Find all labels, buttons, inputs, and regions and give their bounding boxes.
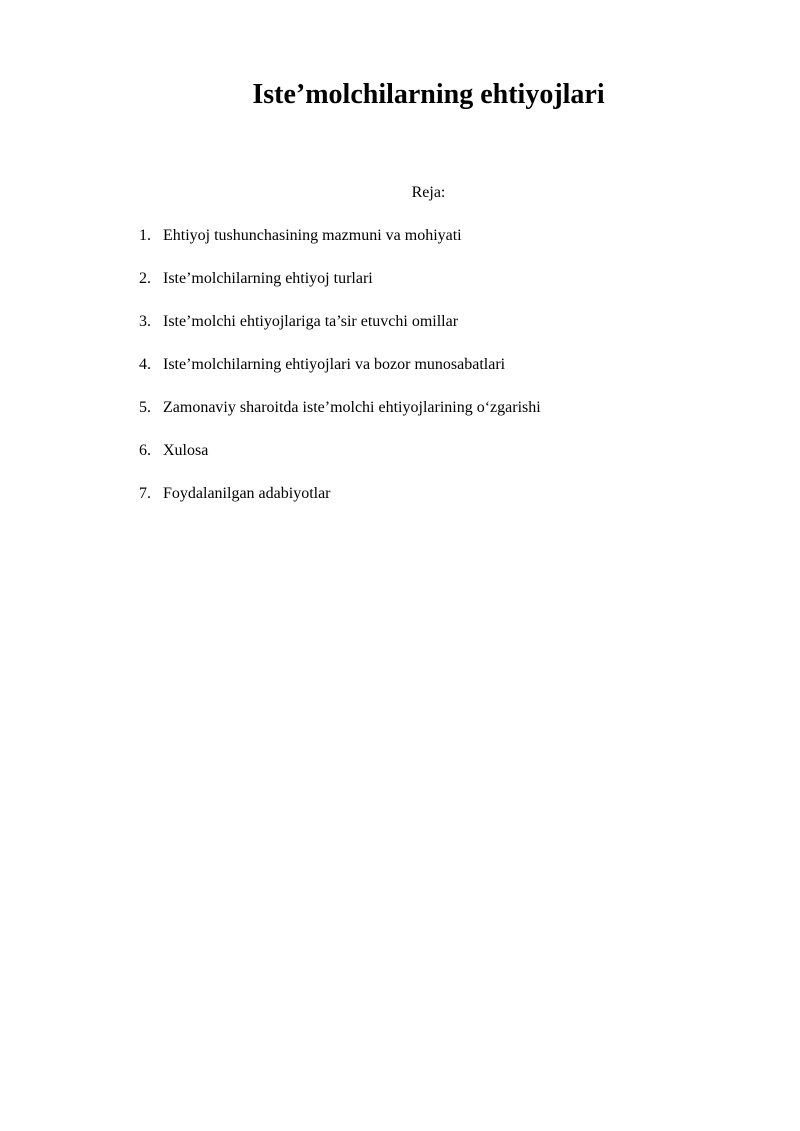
- plan-item-text: Iste’molchi ehtiyojlariga ta’sir etuvchi omillar: [163, 313, 459, 330]
- plan-item-text: Iste’molchilarning ehtiyojlari va bozor munosabatlari: [163, 356, 506, 373]
- plan-item-text: Ehtiyoj tushunchasining mazmuni va mohiyati: [163, 227, 462, 244]
- plan-item-number: 4.: [139, 356, 151, 373]
- plan-item-number: 7.: [139, 485, 151, 502]
- plan-item-number: 3.: [139, 313, 151, 330]
- plan-item-text: Iste’molchilarning ehtiyoj turlari: [163, 270, 373, 287]
- plan-item-number: 1.: [139, 227, 151, 244]
- plan-item-number: 2.: [139, 270, 151, 287]
- plan-item-7: [139, 483, 541, 505]
- plan-item-number: 5.: [139, 399, 151, 416]
- plan-list: [139, 225, 541, 526]
- plan-item-6: [139, 440, 541, 462]
- plan-item-text: Foydalanilgan adabiyotlar: [163, 485, 331, 502]
- plan-item-1: [139, 225, 541, 247]
- plan-item-number: 6.: [139, 442, 151, 459]
- document-title: Iste’molchilarning ehtiyojlari: [252, 79, 605, 110]
- plan-heading: Reja:: [411, 184, 446, 201]
- plan-item-text: Xulosa: [163, 442, 209, 459]
- plan-item-4: [139, 354, 541, 376]
- plan-item-3: [139, 311, 541, 333]
- plan-item-5: [139, 397, 541, 419]
- plan-item-text: Zamonaviy sharoitda iste’molchi ehtiyojlarining o‘zgarishi: [163, 399, 541, 416]
- plan-item-2: [139, 268, 541, 290]
